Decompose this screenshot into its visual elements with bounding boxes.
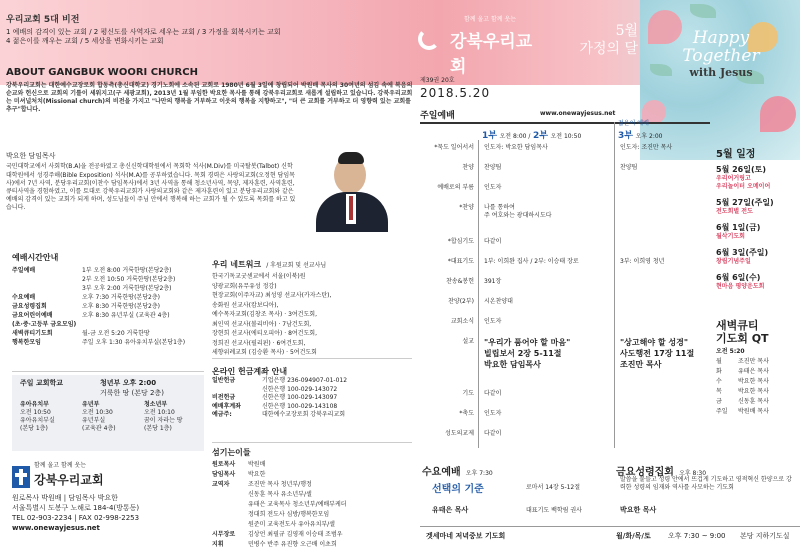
footer-slogan: 함께 울고 함께 웃는 [34,462,87,469]
order-label: 찬송&봉헌 [446,278,474,285]
staff-value: 정대희 전도사 심방/행복한모임 [248,511,330,518]
offering-title: 온라인 헌금계좌 안내 [212,367,288,376]
head-3-time: 오후 2:00 [635,133,663,140]
staff-value: 신동훈 목사 유소년부/셀 [248,491,312,498]
worship-time-label: 새벽큐티기도회 [12,330,53,337]
worship-time-label: 금요성령집회 [12,303,47,310]
worship-time-row [12,276,204,285]
network-item: 장현희 선교사(에티오피아) · 8여건도회, [212,330,317,337]
vision-line-1: 1 예배의 감격이 있는 교회 / 2 평신도를 사역자로 세우는 교회 / 3 가정을 회복시키는 교회 [6,28,281,36]
happy-line-2: Together [682,45,760,66]
network-item: 예수목자교회(김창조 목사) · 3여건도회, [212,311,317,318]
schedule-date: 6월 3일(주일) [716,248,769,258]
sunday-head-1 [482,128,581,141]
offering-label: 예금주: [212,411,232,418]
pastor-bio-block [6,152,306,212]
dept-floor: (교육관 4층) [82,425,116,433]
wed-title: 수요예배 [422,467,461,478]
dept-floor: (본당 1층) [144,425,172,433]
schedule-date: 6월 1일(금) [716,223,761,233]
staff-value: 박요한 [248,471,266,478]
schedule-date: 6월 6일(수) [716,273,761,283]
order-value-main: 다같이 [484,390,502,397]
about-body: 강북우리교회는 대한예수교장로회 합동측(총신대학교) 경기노회에 소속된 교회로 1980년 6월 3일에 창립되어 박원배 목사의 30여년의 섬김 속에 복음의 순교와 헌신으로 교회의 기틀이 세워지고(구 세광교회), 2013년 1월 부임한 박요한 목사를 통해 강북우리교회로 새롭게 설립하고 있습니다. 강북우리교회는 미셔널처치(Missional church)의 비전을 가지고 "나만의 행복을 거부하고 이웃의 행복을 지향하고", "더 큰 교회를 거부하고 더 영향력 있는 교회를 추구"합니다. [6,82,413,114]
schedule-item [716,164,800,191]
qt-row [716,398,800,408]
worship-time-row [12,294,204,303]
order-value-youth: "상고해야 할 성경" 사도행전 17장 11절 조진만 목사 [620,338,695,369]
order-value-main: 1부: 이희완 집사 / 2부: 이승태 장로 [484,258,579,265]
schedule-desc: 현마음 평양운도회 [716,283,765,291]
order-label: 성도의교제 [445,430,474,437]
order-value-main: 인도자 [484,410,502,417]
staff-title: 섬기는이들 [212,448,251,457]
wed-preacher: 유태은 목사 [432,506,469,514]
worship-time-row [12,339,204,348]
staff-label: 원로목사 [212,461,236,468]
dept-time: 오전 10:10 [144,409,175,417]
schedule-date: 5월 26일(토) [716,165,766,174]
qt-name: 신동훈 목사 [738,398,769,406]
wed-sermon-title: 선택의 기준 [432,484,484,495]
offering-row [212,394,412,403]
footer-url[interactable]: www.onewayjesus.net [12,524,100,532]
worship-time-row [12,330,204,339]
issue-date: 2018.5.20 [420,86,491,101]
order-label: *축도 [459,410,474,417]
schedule-desc: 우리어거링고 우리놀이터 오메이어 [716,175,771,191]
happy-together-title [666,30,776,79]
fri-title: 금요성령집회 [616,467,674,478]
qt-day: 금 [716,398,722,406]
worship-times-title: 예배시간안내 [12,253,59,262]
bottom-bar [420,526,800,546]
staff-value: 김상언 최필규 김영재 이승태 조범우 [248,531,343,538]
offering-block [212,366,412,418]
header-logo [418,16,548,77]
fri-time: 오후 8:30 [679,470,707,477]
network-block [212,252,412,359]
order-value-main: 인도자 [484,184,502,191]
qt-name: 유태은 목사 [738,368,769,376]
staff-label: 담임목사 [212,471,236,478]
website-url[interactable]: www.onewayjesus.net [540,110,616,117]
staff-value: 박원배 [248,461,266,468]
worship-time-label: 금요어린이예배 [12,312,53,319]
offering-row [212,386,412,395]
order-label: *합심기도 [447,238,474,245]
happy-line-3: with Jesus [689,65,753,79]
head-1-time: 오전 8:00 / [499,133,531,140]
offering-value: 대한예수교장로회 강북우리교회 [262,411,346,418]
staff-value: 유태은 교육목사 청소년부/예배부케더 [248,501,347,508]
worship-time-label: (초·중·고등부 금요모임) [12,321,77,328]
order-value-main: 391장 [484,278,502,285]
order-value-main: 인도자 [484,318,502,325]
qt-block [716,320,800,450]
cross-logo-icon [12,466,30,488]
schedule-desc: 전도회별 전도 [716,208,753,216]
schedule-desc: 창립기념주일 [716,258,751,266]
staff-label [212,491,248,501]
happy-line-1: Happy [692,28,750,48]
qt-name: 박원배 목사 [738,408,769,416]
qt-name: 조진만 목사 [738,358,769,366]
worship-time-label: 주일예배 [12,267,36,274]
qt-row [716,408,800,418]
church-school-block [12,375,204,451]
issue-info [420,77,490,100]
network-item: 한국기독교굿센교에서 서울(이북)원 [212,273,306,280]
dept-name: 유아유치부 [20,401,49,408]
staff-value: 민병수 반주 유진향 오근배 이초희 [248,541,337,548]
schedule-title: 5월 일정 [716,149,756,160]
footer-line-3: TEL 02-903-2234 | FAX 02-998-2253 [12,514,140,522]
staff-row [212,461,412,471]
sunday-head-3 [618,128,663,141]
schedule-date: 5월 27일(주일) [716,198,774,208]
qt-name: 박요한 목사 [738,388,769,396]
worship-time-row [12,312,204,321]
staff-row [212,531,412,541]
staff-label [212,511,248,521]
footer-line-1: 원로목사 박원배 | 담임목사 박요한 [12,494,118,502]
offering-label [212,386,262,395]
about-block [6,67,414,114]
worship-time-value: 3부 오후 2:00 거룩한땅(본당2층) [82,285,172,292]
order-value-main: 인도자: 박요한 담임목사 [484,144,548,151]
staff-row [212,481,412,491]
about-title: ABOUT GANGBUK WOORI CHURCH [6,67,198,78]
worship-time-value: 1부 오전 8:00 거룩한땅(본당2층) [82,267,172,274]
dept-floor: (본당 1층) [20,425,48,433]
order-value-main: "우리가 품어야 할 마음" 빌립보서 2장 5-11절 박요한 담임목사 [484,338,571,369]
qt-time: 오전 5:20 [716,348,745,356]
worship-time-value: 월-금 오전 5:20 거룩한땅 [82,330,150,337]
order-value-youth: 인도자: 조진만 목사 [620,144,673,151]
qt-row [716,368,800,378]
staff-row [212,471,412,481]
offering-value: 신한은행 100-029-143097 [262,394,338,401]
staff-row [212,501,412,511]
schedule-item [716,247,800,266]
worship-time-label: 행복한모임 [12,339,41,346]
staff-row [212,541,412,551]
order-label: 예배로의 부름 [437,184,474,191]
offering-value: 신한은행 100-029-143072 [262,385,338,393]
qt-name: 박요한 목사 [738,378,769,386]
schedule-item [716,222,800,241]
vision-block [6,12,406,47]
staff-row [212,491,412,501]
staff-value: 원준미 교육전도사 유아유치부/셀 [248,521,335,528]
order-value-main: 나를 통하여 주 여호와는 광대하시도다 [484,204,552,220]
wed-scripture: 로마서 14장 5-12절 [526,484,581,491]
head-1-label: 1부 [482,131,497,141]
worship-time-value: 2부 오전 10:50 거룩한땅(본당2층) [82,276,176,283]
order-label: 기도 [462,390,474,397]
staff-label: 시무장로 [212,531,236,538]
order-label: *대표기도 [447,258,474,265]
sunday-worship-block [420,108,710,450]
offering-label: 비전헌금 [212,394,236,401]
worship-times-block [12,252,204,372]
worship-time-label: 수요예배 [12,294,36,301]
wed-time: 오후 7:30 [465,470,493,477]
schedule-item [716,272,800,291]
worship-time-row [12,267,204,276]
network-title: 우리 네트워크 [212,260,262,269]
order-value-main: 다같이 [484,430,502,437]
head-3-label: 3부 [618,131,633,141]
order-label: 찬양(2부) [448,298,474,305]
fri-desc: 말씀을 붙들고 성령 안에서 뜨겁게 기도하고 영적혁신 한양으로 강력한 성령의 임재와 역사를 사모하는 기도회 [620,476,792,492]
church-school-value: 청년부 오후 2:00 [100,379,157,387]
dept-column [20,401,78,433]
qt-day: 수 [716,378,722,386]
dept-room: 꿈이 자라는 땅 [144,417,183,425]
qt-day: 주일 [716,408,728,416]
worship-time-row [12,285,204,294]
qt-row [716,388,800,398]
qt-day: 목 [716,388,722,396]
network-item: 최인역 선교사(볼리비아) · 7남건도회, [212,320,312,328]
church-school-label: 주일 교회학교 [20,379,64,387]
worship-time-row [12,321,204,330]
qt-day: 화 [716,368,722,376]
qt-day: 월 [716,358,722,366]
head-2-label: 2부 [532,131,548,141]
staff-value: 조진만 목사 청년부/행정 [248,481,312,488]
staff-block [212,442,412,550]
order-value-main: 시온찬양대 [484,298,513,305]
dept-column [82,401,140,433]
qt-row [716,378,800,388]
network-item: 송화원 선교사(캄보디아), [212,301,279,309]
footer-line-2: 서울특별시 도봉구 노해로 184-4(방통동) [12,504,140,512]
order-value-main: 다같이 [484,238,502,245]
order-label: 설교 [462,338,474,345]
sunday-title: 주일예배 [420,111,455,121]
schedule-desc: 월삭기도회 [716,233,745,241]
order-label: 교회소식 [450,318,474,325]
staff-row [212,521,412,531]
staff-label: 교역자 [212,481,230,488]
worship-time-row [12,303,204,312]
staff-label [212,521,248,531]
dept-column [144,401,202,433]
staff-row [212,511,412,521]
col-divider-1 [478,140,479,448]
schedule-block [716,145,800,310]
qt-row [716,358,800,368]
worship-time-label [12,276,82,285]
sunday-divider [420,122,710,124]
order-label: *찬양 [459,204,474,211]
order-value-youth: 찬양팀 [620,164,638,171]
network-item: 현장교회(이주자교) 최성영 선교사(카자스탄), [212,292,332,299]
offering-label: 예배후계좌 [212,402,241,410]
staff-label: 지휘 [212,541,224,548]
schedule-item [716,197,800,216]
offering-row [212,403,412,412]
wed-prayer: 대표기도 백학림 권사 [526,507,582,514]
order-label: *묵도 일어서서 [434,144,474,151]
network-item: 정희진 선교사(필리핀) · 6여건도회, [212,339,306,347]
pastor-bio: 국민대학교에서 사회학(B.A)을 전공하였고 총신신학대학원에서 목회학 석사(M.Div)를 미국탈봇(Talbot) 신학대학원에서 성경주해(Bible Exposition) 석사(M.A)를 공부하였습니다. 목회 경력은 사랑의교회(오정현 담임목사)에서 7년 사역, 분당우리교회(이찬수 담임목사)에서 3년 사역을 통해 청소년사역, 목양, 제자훈련, 사역훈련, 큐티사역을 경험하였고, 이를 토대로 강북우리교회가 사랑의교회와 같은 제자훈련이 있고 분당우리교회와 같은 예배의 감격이 있는 교회가 되게 하며, 성도님들이 주님 안에서 행복해 하는 교회가 될 수 있도록 목회를 하고 있습니다. [6,163,296,211]
fri-preacher: 박요한 목사 [620,506,657,514]
offering-value: 신한은행 100-029-143108 [262,402,338,410]
issue-number: 제39권 20호 [420,77,455,84]
staff-label [212,501,248,511]
head-2-time: 오전 10:50 [550,133,582,140]
footer-name: 강북우리교회 [34,473,104,487]
dept-time: 오전 10:50 [20,409,51,417]
pastor-intro: 박요한 담임목사 [6,152,56,160]
logo-name: 강북우리교회 [450,32,533,78]
order-value-youth: 3부: 이희영 청년 [620,258,665,265]
worship-time-label [12,285,82,294]
footer-block [12,458,204,550]
bottom-bar-days: 월/화/목/토 [616,532,651,540]
dept-room: 유아유치부실 [20,417,55,425]
order-value-main: 찬양팀 [484,164,502,171]
month-theme: 5월 가정의 달 [579,23,638,58]
worship-time-value: 주일 오후 1:30 유아유치부실(본당1층) [82,339,186,346]
dept-name: 유년부 [82,401,100,408]
offering-row [212,377,412,386]
offering-label: 일반헌금 [212,377,236,384]
dept-name: 청소년부 [144,401,168,408]
worship-time-value: 오후 8:30 유년부실 (교육관 4층) [82,312,170,319]
church-logo-icon [418,28,440,50]
bottom-bar-place: 본당 지하기도실 [740,532,790,540]
network-item: 세향위례교회 (김승환 목사) · 5여건도회 [212,349,317,356]
offering-value: 기업은행 236-094907-01-012 [262,377,348,384]
logo-slogan: 함께 울고 함께 웃는 [463,16,517,23]
order-label: 찬양 [462,164,474,171]
qt-title: 새벽큐티 기도회 QT [716,319,769,345]
vision-title: 우리교회 5대 비전 [6,15,80,25]
church-school-sub: 거룩한 땅 (본당 2층) [100,389,164,397]
pastor-photo [300,152,410,230]
worship-time-value: 오후 7:30 거룩한땅(본당2층) [82,294,160,301]
offering-row [212,411,412,420]
network-subtitle: / 후원교회 및 선교사님 [266,262,327,269]
network-item: 양광교회(유무유성 정강) [212,282,277,290]
bottom-bar-time: 오후 7:30 ~ 9:00 [668,532,726,540]
head-3-top: 젊은이 예배 [618,120,649,127]
bottom-bar-title: 겟세마네 저녁중보 기도회 [426,532,506,540]
vision-line-2: 4 젊은이를 깨우는 교회 / 5 세상을 변화시키는 교회 [6,37,164,46]
worship-time-value: 오후 8:30 거룩한땅(본당2층) [82,303,160,310]
dept-room: 유년부실 [82,417,106,425]
dept-time: 오전 10:30 [82,409,113,417]
col-divider-2 [614,122,615,448]
